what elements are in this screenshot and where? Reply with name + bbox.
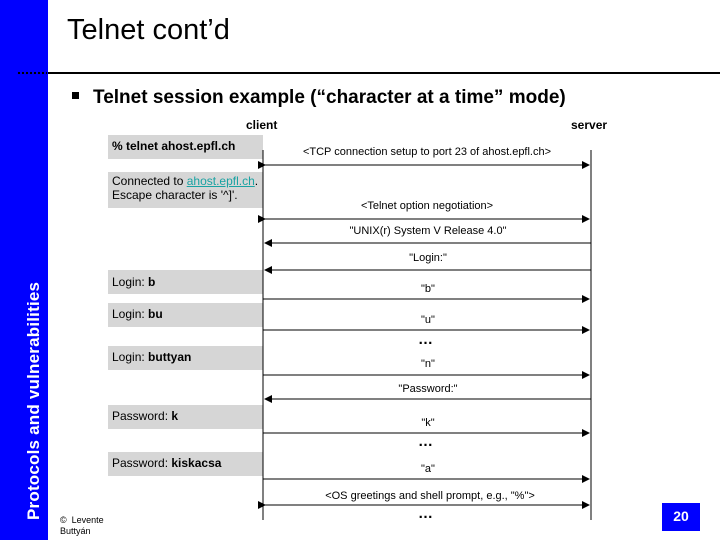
msg-tcp: <TCP connection setup to port 23 of ahost.epfl.ch> [302, 146, 552, 158]
bullet-text: Telnet session example (“character at a time” mode) [93, 87, 566, 108]
ellipsis-1: … [418, 331, 434, 348]
login-label: Login: [112, 307, 149, 321]
escape-line: Escape character is '^]'. [112, 188, 238, 202]
password-label: Password: [112, 456, 172, 470]
ellipsis-2: … [418, 433, 434, 450]
login-label: Login: [112, 275, 149, 289]
login-value: bu [148, 307, 163, 321]
server-label: server [571, 118, 608, 132]
msg-u: "u" [421, 314, 435, 326]
copyright [60, 515, 130, 537]
msg-password-prompt: "Password:" [398, 383, 458, 395]
copyright-symbol: © [60, 515, 67, 525]
msg-n: "n" [421, 358, 435, 370]
sidebar-title: Protocols and vulnerabilities [24, 281, 43, 520]
msg-os: <OS greetings and shell prompt, e.g., "%"> [325, 490, 535, 502]
client-command: % telnet ahost.epfl.ch [112, 139, 236, 153]
msg-b: "b" [421, 283, 435, 295]
login-label: Login: [112, 350, 149, 364]
login-value: b [148, 275, 156, 289]
password-value: k [171, 409, 179, 423]
slide-title: Telnet cont’d [67, 14, 230, 46]
msg-k: "k" [421, 417, 435, 429]
host-link[interactable]: ahost.epfl.ch [186, 174, 255, 188]
password-value: kiskacsa [171, 456, 222, 470]
msg-optneg: <Telnet option negotiation> [360, 200, 494, 212]
msg-a: "a" [421, 463, 435, 475]
password-label: Password: [112, 409, 172, 423]
login-value: buttyan [148, 350, 192, 364]
client-label: client [246, 118, 278, 132]
copyright-author: Levente Buttyán [60, 515, 104, 536]
connected-prefix: Connected to [112, 174, 187, 188]
connected-suffix: . [254, 174, 259, 188]
page-number: 20 [662, 503, 700, 531]
msg-login-prompt: "Login:" [409, 252, 447, 264]
ellipsis-3: … [418, 505, 434, 522]
msg-unix: "UNIX(r) System V Release 4.0" [349, 225, 507, 237]
